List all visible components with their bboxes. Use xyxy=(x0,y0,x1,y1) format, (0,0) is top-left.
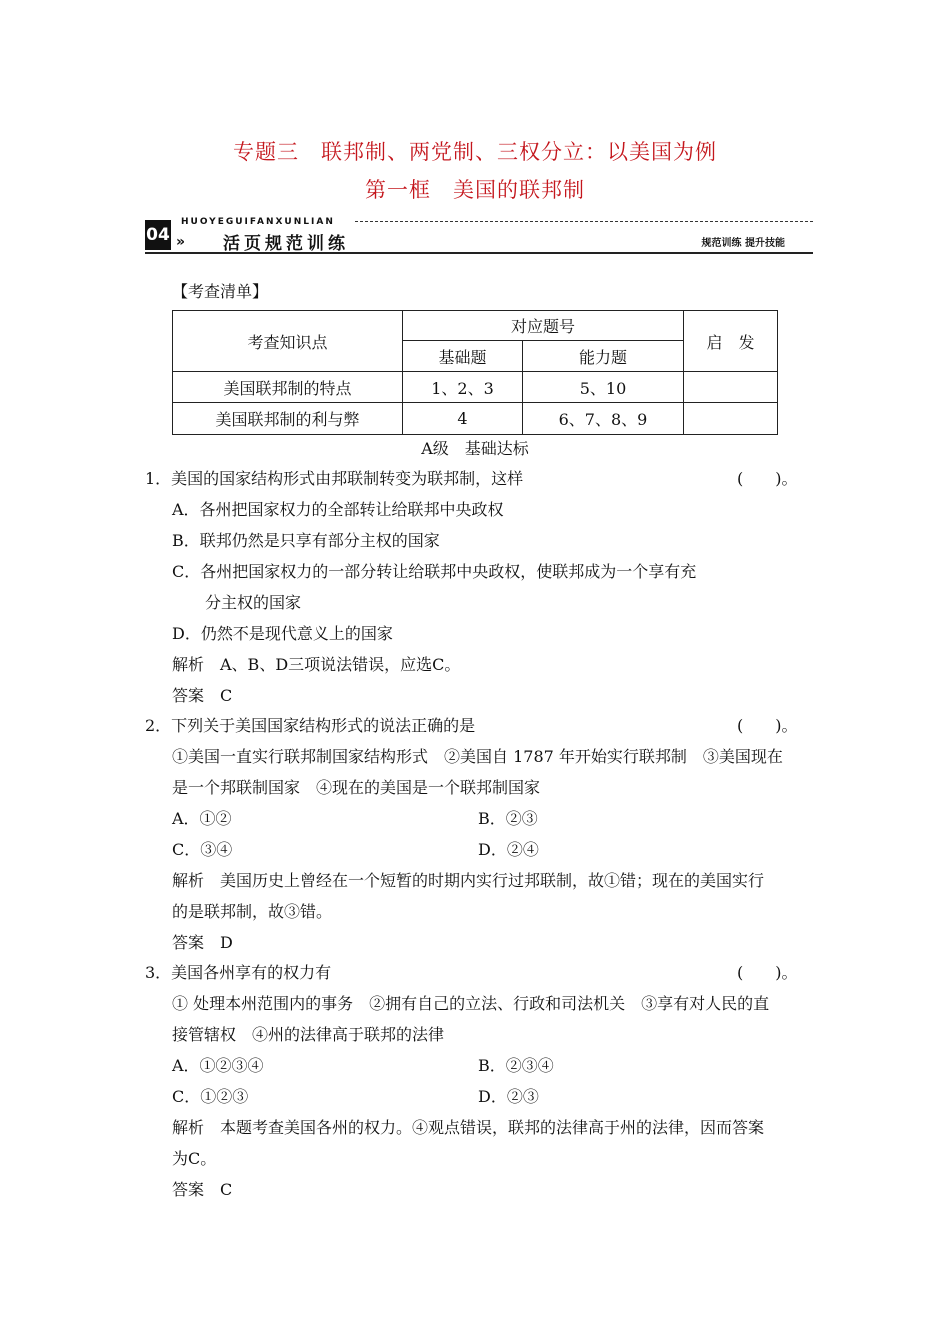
page-title: 专题三 联邦制、两党制、三权分立：以美国为例 xyxy=(233,140,717,164)
section-banner xyxy=(145,214,813,254)
cell-basic: 4 xyxy=(403,403,523,435)
q1-option-c: C．各州把国家权力的一部分转让给联邦中央政权，使联邦成为一个享有充 xyxy=(172,562,697,581)
banner-pinyin: HUOYEGUIFANXUNLIAN xyxy=(181,217,335,227)
header-insight: 启 发 xyxy=(684,311,778,372)
banner-number: 04 xyxy=(145,220,171,250)
banner-dotted-line xyxy=(355,221,813,222)
q1-option-d: D．仍然不是现代意义上的国家 xyxy=(172,624,393,643)
q3-bracket: ( )。 xyxy=(737,963,798,982)
q3-analysis-cont: 为C。 xyxy=(172,1149,217,1168)
q1-analysis: 解析 A、B、D三项说法错误，应选C。 xyxy=(172,655,461,674)
q3-option-a: A．①②③④ xyxy=(172,1056,264,1075)
q1-option-a: A．各州把国家权力的全部转让给联邦中央政权 xyxy=(172,500,504,519)
q1-answer: 答案 C xyxy=(172,686,233,705)
checklist-table xyxy=(172,310,778,435)
q2-answer: 答案 D xyxy=(172,933,233,952)
header-questions: 对应题号 xyxy=(403,311,684,341)
q2-bracket: ( )。 xyxy=(737,716,798,735)
cell-basic: 1、2、3 xyxy=(403,372,523,403)
table-row xyxy=(173,372,778,403)
q3-statements: ① 处理本州范围内的事务 ②拥有自己的立法、行政和司法机关 ③享有对人民的直 xyxy=(172,994,770,1013)
header-basic: 基础题 xyxy=(403,341,523,372)
q3-option-d: D．②③ xyxy=(478,1087,539,1106)
q2-statements: ①美国一直实行联邦制国家结构形式 ②美国自 1787 年开始实行联邦制 ③美国现在 xyxy=(172,747,783,766)
table-row xyxy=(173,403,778,435)
checklist-heading: 【考查清单】 xyxy=(172,282,269,301)
cell-insight xyxy=(684,403,778,435)
q3-answer: 答案 C xyxy=(172,1180,233,1199)
cell-point: 美国联邦制的利与弊 xyxy=(173,403,403,435)
q1-option-c-cont: 分主权的国家 xyxy=(205,593,302,612)
q2-option-d: D．②④ xyxy=(478,840,539,859)
q2-stem: 2．下列关于美国国家结构形式的说法正确的是 xyxy=(145,716,476,735)
q3-analysis: 解析 本题考查美国各州的权力。④观点错误，联邦的法律高于州的法律，因而答案 xyxy=(172,1118,765,1137)
banner-title: 活页规范训练 xyxy=(223,234,349,254)
q2-option-a: A．①② xyxy=(172,809,232,828)
q3-option-b: B．②③④ xyxy=(478,1056,554,1075)
q3-option-c: C．①②③ xyxy=(172,1087,249,1106)
q1-option-b: B．联邦仍然是只享有部分主权的国家 xyxy=(172,531,440,550)
cell-ability: 6、7、8、9 xyxy=(523,403,684,435)
q1-stem: 1．美国的国家结构形式由邦联制转变为联邦制，这样 xyxy=(145,469,524,488)
q2-statements-cont: 是一个邦联制国家 ④现在的美国是一个联邦制国家 xyxy=(172,778,541,797)
page-subtitle: 第一框 美国的联邦制 xyxy=(365,178,585,202)
header-ability: 能力题 xyxy=(523,341,684,372)
header-knowledge: 考查知识点 xyxy=(173,311,403,372)
q2-analysis-cont: 的是联邦制，故③错。 xyxy=(172,902,333,921)
q1-bracket: ( )。 xyxy=(737,469,798,488)
q3-statements-cont: 接管辖权 ④州的法律高于联邦的法律 xyxy=(172,1025,445,1044)
section-title: A级 基础达标 xyxy=(421,439,529,458)
q3-stem: 3．美国各州享有的权力有 xyxy=(145,963,332,982)
q2-option-c: C．③④ xyxy=(172,840,233,859)
banner-slogan: 规范训练 提升技能 xyxy=(701,238,785,249)
q2-option-b: B．②③ xyxy=(478,809,538,828)
chevron-icon: » xyxy=(176,234,186,250)
q2-analysis: 解析 美国历史上曾经在一个短暂的时期内实行过邦联制，故①错；现在的美国实行 xyxy=(172,871,765,890)
cell-insight xyxy=(684,372,778,403)
banner-rule xyxy=(145,252,813,254)
cell-ability: 5、10 xyxy=(523,372,684,403)
cell-point: 美国联邦制的特点 xyxy=(173,372,403,403)
